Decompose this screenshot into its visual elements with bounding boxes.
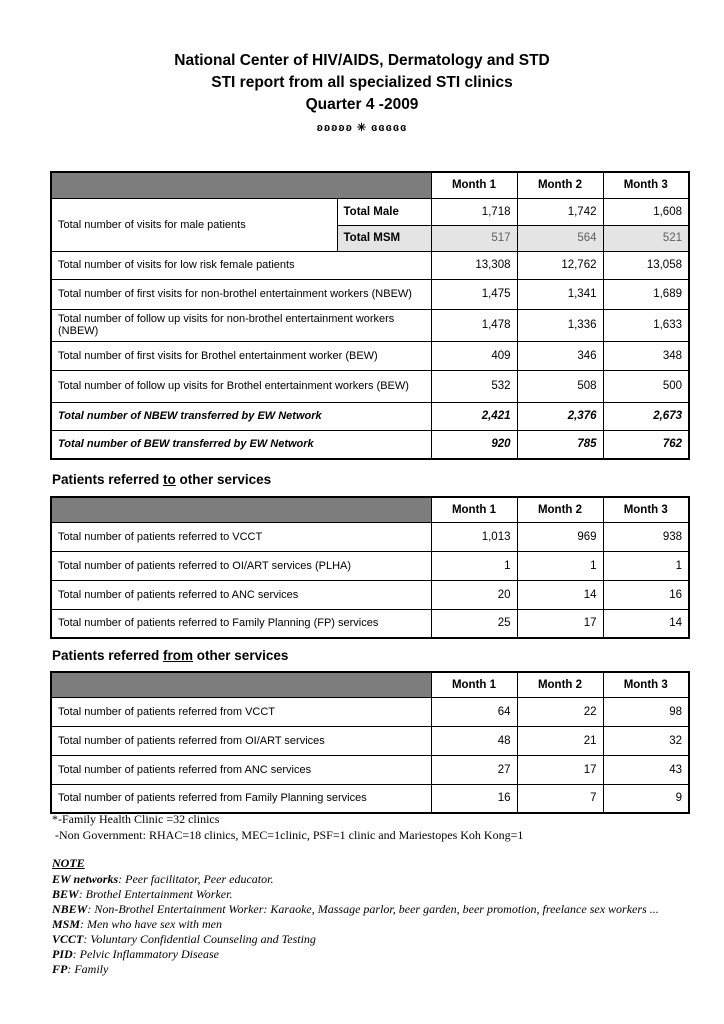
value-cell: 1,608 [603, 198, 689, 225]
section-title-underlined-word: to [163, 472, 176, 487]
value-cell: 17 [517, 609, 603, 638]
footnote-line: *-Family Health Clinic =32 clinics [52, 812, 220, 826]
row-label-cell: Total number of patients referred from Family Planning services [51, 784, 431, 813]
note-line [52, 902, 659, 917]
note-block [52, 856, 659, 977]
value-cell: 2,673 [603, 402, 689, 430]
value-cell: 32 [603, 726, 689, 755]
row-label-cell: Total number of follow up visits for Brothel entertainment workers (BEW) [51, 370, 431, 402]
value-cell: 1,633 [603, 309, 689, 341]
value-cell: 1,341 [517, 279, 603, 309]
month-column-header: Month 1 [431, 497, 517, 522]
note-line [52, 932, 659, 947]
value-cell: 785 [517, 430, 603, 459]
row-label-cell: Total number of patients referred to Family Planning (FP) services [51, 609, 431, 638]
row-label-cell: Total number of visits for low risk female patients [51, 251, 431, 279]
month-column-header: Month 1 [431, 672, 517, 697]
table-row [51, 580, 689, 609]
decorative-ornament: ʚʚʚʚʚ ✳ ɞɞɞɞɞ [316, 122, 408, 134]
value-cell: 532 [431, 370, 517, 402]
note-term: NBEW [52, 902, 88, 916]
value-cell: 27 [431, 755, 517, 784]
table-row [51, 522, 689, 551]
value-cell: 517 [431, 225, 517, 251]
value-cell: 409 [431, 341, 517, 370]
note-term: FP [52, 962, 68, 976]
table-row [51, 341, 689, 370]
report-title-line1: National Center of HIV/AIDS, Dermatology and STD [174, 52, 550, 69]
report-title-line2: STI report from all specialized STI clinics [211, 74, 513, 91]
visits-table [50, 171, 690, 460]
table-row [51, 430, 689, 459]
value-cell: 16 [431, 784, 517, 813]
note-term: MSM [52, 917, 81, 931]
value-cell: 12,762 [517, 251, 603, 279]
value-cell: 25 [431, 609, 517, 638]
section-title-underlined-word: from [163, 648, 194, 663]
section-title-text: other services [175, 472, 272, 487]
value-cell: 348 [603, 341, 689, 370]
sub-row-label-cell: Total MSM [337, 225, 431, 251]
row-label-cell: Total number of patients referred to OI/ART services (PLHA) [51, 551, 431, 580]
value-cell: 1,475 [431, 279, 517, 309]
note-line [52, 887, 659, 902]
value-cell: 1,742 [517, 198, 603, 225]
value-cell: 2,421 [431, 402, 517, 430]
note-term: BEW [52, 887, 79, 901]
note-term: VCCT [52, 932, 84, 946]
row-label-cell: Total number of first visits for Brothel entertainment worker (BEW) [51, 341, 431, 370]
table-row [51, 672, 689, 697]
value-cell: 938 [603, 522, 689, 551]
value-cell: 48 [431, 726, 517, 755]
value-cell: 564 [517, 225, 603, 251]
table-row [51, 402, 689, 430]
note-line [52, 947, 659, 962]
value-cell: 1,689 [603, 279, 689, 309]
note-definition: : Brothel Entertainment Worker. [78, 887, 233, 901]
sub-row-label-cell: Total Male [337, 198, 431, 225]
table-corner-cell [51, 497, 431, 522]
table-row [51, 755, 689, 784]
value-cell: 762 [603, 430, 689, 459]
value-cell: 43 [603, 755, 689, 784]
value-cell: 16 [603, 580, 689, 609]
value-cell: 969 [517, 522, 603, 551]
row-label-cell: Total number of visits for male patients [51, 198, 337, 251]
month-column-header: Month 1 [431, 172, 517, 198]
month-column-header: Month 2 [517, 672, 603, 697]
value-cell: 64 [431, 697, 517, 726]
note-definition: : Peer facilitator, Peer educator. [118, 872, 274, 886]
value-cell: 13,058 [603, 251, 689, 279]
value-cell: 14 [517, 580, 603, 609]
table-row [51, 279, 689, 309]
value-cell: 22 [517, 697, 603, 726]
table-row [51, 697, 689, 726]
section-title-text: Patients referred [52, 472, 164, 487]
value-cell: 7 [517, 784, 603, 813]
table-row [51, 609, 689, 638]
note-definition: : Voluntary Confidential Counseling and Testing [83, 932, 316, 946]
row-label-cell: Total number of NBEW transferred by EW Network [51, 402, 431, 430]
month-column-header: Month 3 [603, 672, 689, 697]
row-label-cell: Total number of patients referred to VCCT [51, 522, 431, 551]
footnote-line: -Non Government: RHAC=18 clinics, MEC=1clinic, PSF=1 clinic and Mariestopes Koh Kong=1 [52, 827, 524, 842]
row-label-cell: Total number of patients referred from ANC services [51, 755, 431, 784]
table-row [51, 726, 689, 755]
note-line [52, 962, 659, 977]
value-cell: 1,336 [517, 309, 603, 341]
note-definition: : Family [67, 962, 109, 976]
value-cell: 346 [517, 341, 603, 370]
table-row [51, 497, 689, 522]
section-title-referred-to [52, 472, 271, 487]
referred-from-table [50, 671, 690, 814]
table-corner-cell [51, 672, 431, 697]
report-title-line3: Quarter 4 -2009 [305, 96, 419, 113]
value-cell: 9 [603, 784, 689, 813]
note-definition: : Men who have sex with men [80, 917, 222, 931]
table-row [51, 370, 689, 402]
value-cell: 20 [431, 580, 517, 609]
table-row [51, 784, 689, 813]
note-heading: NOTE [52, 856, 85, 870]
value-cell: 1 [603, 551, 689, 580]
value-cell: 17 [517, 755, 603, 784]
value-cell: 1 [431, 551, 517, 580]
row-label-cell: Total number of follow up visits for non-brothel entertainment workers (NBEW) [51, 309, 431, 341]
note-line [52, 917, 659, 932]
footnotes [52, 812, 523, 843]
note-term: EW networks [52, 872, 119, 886]
table-row [51, 309, 689, 341]
value-cell: 13,308 [431, 251, 517, 279]
section-title-referred-from [52, 648, 288, 663]
row-label-cell: Total number of patients referred from VCCT [51, 697, 431, 726]
note-line [52, 872, 659, 887]
report-title-block [0, 50, 724, 134]
table-row [51, 551, 689, 580]
note-definition: : Pelvic Inflammatory Disease [72, 947, 219, 961]
value-cell: 1,478 [431, 309, 517, 341]
value-cell: 14 [603, 609, 689, 638]
row-label-cell: Total number of BEW transferred by EW Network [51, 430, 431, 459]
note-definition: : Non-Brothel Entertainment Worker: Karaoke, Massage parlor, beer garden, beer promotion, freelance sex workers ... [87, 902, 659, 916]
row-label-cell: Total number of first visits for non-brothel entertainment workers (NBEW) [51, 279, 431, 309]
table-corner-cell [51, 172, 431, 198]
value-cell: 521 [603, 225, 689, 251]
row-label-cell: Total number of patients referred from OI/ART services [51, 726, 431, 755]
note-term: PID [52, 947, 73, 961]
value-cell: 1 [517, 551, 603, 580]
value-cell: 920 [431, 430, 517, 459]
value-cell: 98 [603, 697, 689, 726]
value-cell: 2,376 [517, 402, 603, 430]
month-column-header: Month 2 [517, 172, 603, 198]
section-title-text: Patients referred [52, 648, 164, 663]
value-cell: 1,718 [431, 198, 517, 225]
value-cell: 1,013 [431, 522, 517, 551]
month-column-header: Month 3 [603, 497, 689, 522]
table-row [51, 251, 689, 279]
referred-to-table [50, 496, 690, 639]
value-cell: 500 [603, 370, 689, 402]
row-label-cell: Total number of patients referred to ANC services [51, 580, 431, 609]
month-column-header: Month 3 [603, 172, 689, 198]
month-column-header: Month 2 [517, 497, 603, 522]
table-row [51, 198, 689, 225]
section-title-text: other services [193, 648, 289, 663]
value-cell: 508 [517, 370, 603, 402]
table-row [51, 172, 689, 198]
value-cell: 21 [517, 726, 603, 755]
